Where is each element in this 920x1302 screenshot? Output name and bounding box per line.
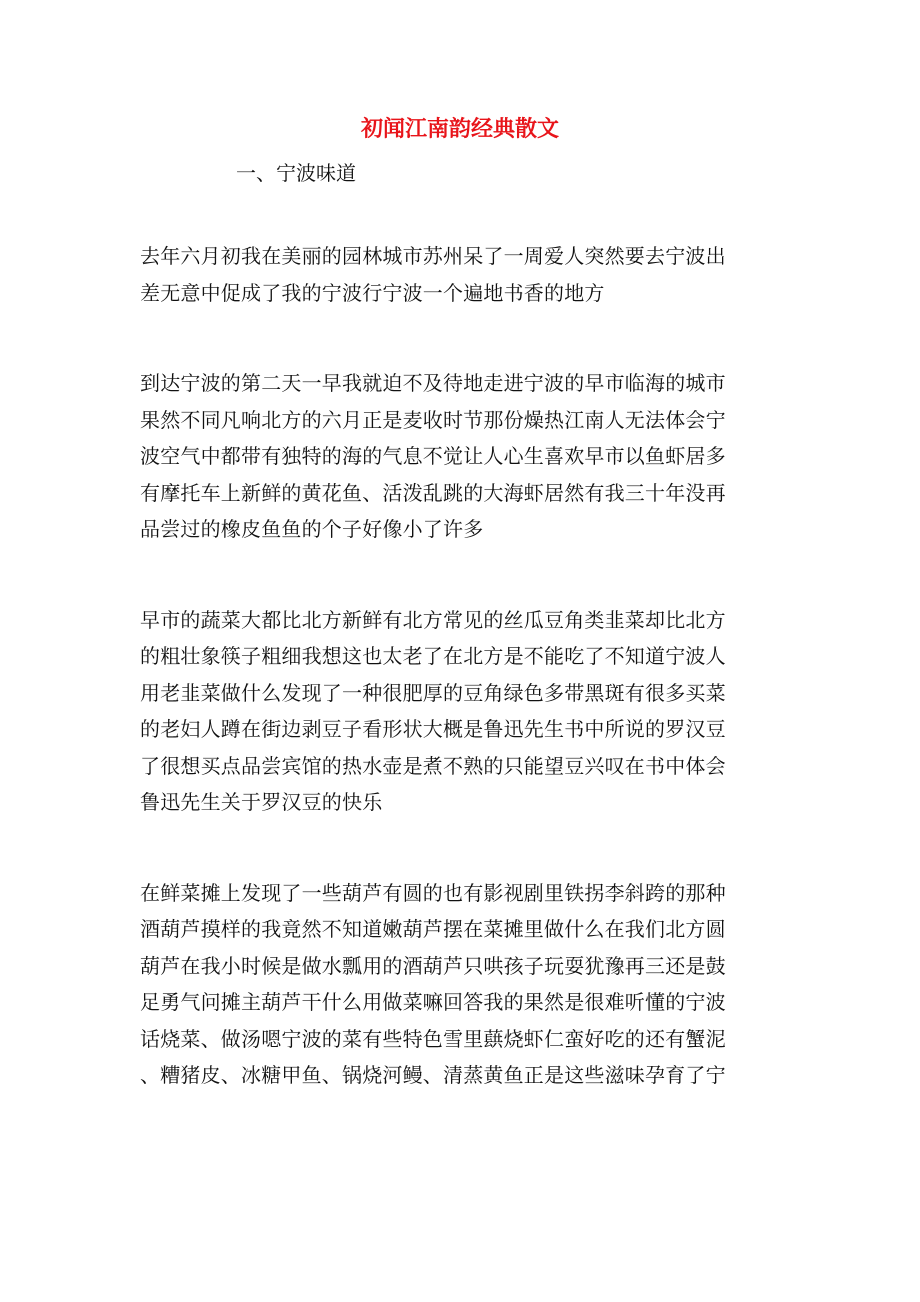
text-line: 用老韭菜做什么发现了一种很肥厚的豆角绿色多带黑斑有很多买菜	[140, 680, 726, 705]
document-body	[140, 238, 780, 1148]
text-line: 到达宁波的第二天一早我就迫不及待地走进宁波的早市临海的城市	[140, 371, 726, 395]
text-line: 有摩托车上新鲜的黄花鱼、活泼乱跳的大海虾居然有我三十年没再	[140, 480, 726, 505]
paragraph-4	[140, 875, 780, 1094]
text-line: 酒葫芦摸样的我竟然不知道嫩葫芦摆在菜摊里做什么在我们北方圆	[140, 917, 726, 941]
text-line: 话烧菜、做汤嗯宁波的菜有些特色雪里蕻烧虾仁蛮好吃的还有蟹泥	[140, 1026, 726, 1051]
document-title: 初闻江南韵经典散文	[360, 116, 559, 142]
text-line: 在鲜菜摊上发现了一些葫芦有圆的也有影视剧里铁拐李斜跨的那种	[140, 880, 726, 905]
paragraph-2	[140, 365, 780, 548]
text-line: 鲁迅先生关于罗汉豆的快乐	[140, 790, 383, 814]
text-line: 去年六月初我在美丽的园林城市苏州呆了一周爱人突然要去宁波出	[140, 244, 726, 268]
text-line: 葫芦在我小时候是做水瓢用的酒葫芦只哄孩子玩耍犹豫再三还是鼓	[140, 953, 726, 978]
text-line: 的粗壮象筷子粗细我想这也太老了在北方是不能吃了不知道宁波人	[140, 644, 726, 668]
text-line: 、糟猪皮、冰糖甲鱼、锅烧河鳗、清蒸黄鱼正是这些滋味孕育了宁	[140, 1063, 726, 1087]
text-line: 波空气中都带有独特的海的气息不觉让人心生喜欢早市以鱼虾居多	[140, 444, 726, 468]
text-line: 品尝过的橡皮鱼鱼的个子好像小了许多	[140, 517, 484, 541]
text-line: 足勇气问摊主葫芦干什么用做菜嘛回答我的果然是很难听懂的宁波	[140, 990, 726, 1014]
section-heading: 一、宁波味道	[236, 161, 356, 185]
paragraph-1	[140, 238, 780, 311]
text-line: 了很想买点品尝宾馆的热水壶是煮不熟的只能望豆兴叹在书中体会	[140, 753, 726, 778]
text-line: 果然不同凡响北方的六月正是麦收时节那份燥热江南人无法体会宁	[140, 407, 726, 432]
text-line: 早市的蔬菜大都比北方新鲜有北方常见的丝瓜豆角类韭菜却比北方	[140, 607, 726, 632]
text-line: 差无意中促成了我的宁波行宁波一个遍地书香的地方	[140, 280, 605, 305]
text-line: 的老妇人蹲在街边剥豆子看形状大概是鲁迅先生书中所说的罗汉豆	[140, 717, 726, 741]
paragraph-3	[140, 602, 780, 821]
